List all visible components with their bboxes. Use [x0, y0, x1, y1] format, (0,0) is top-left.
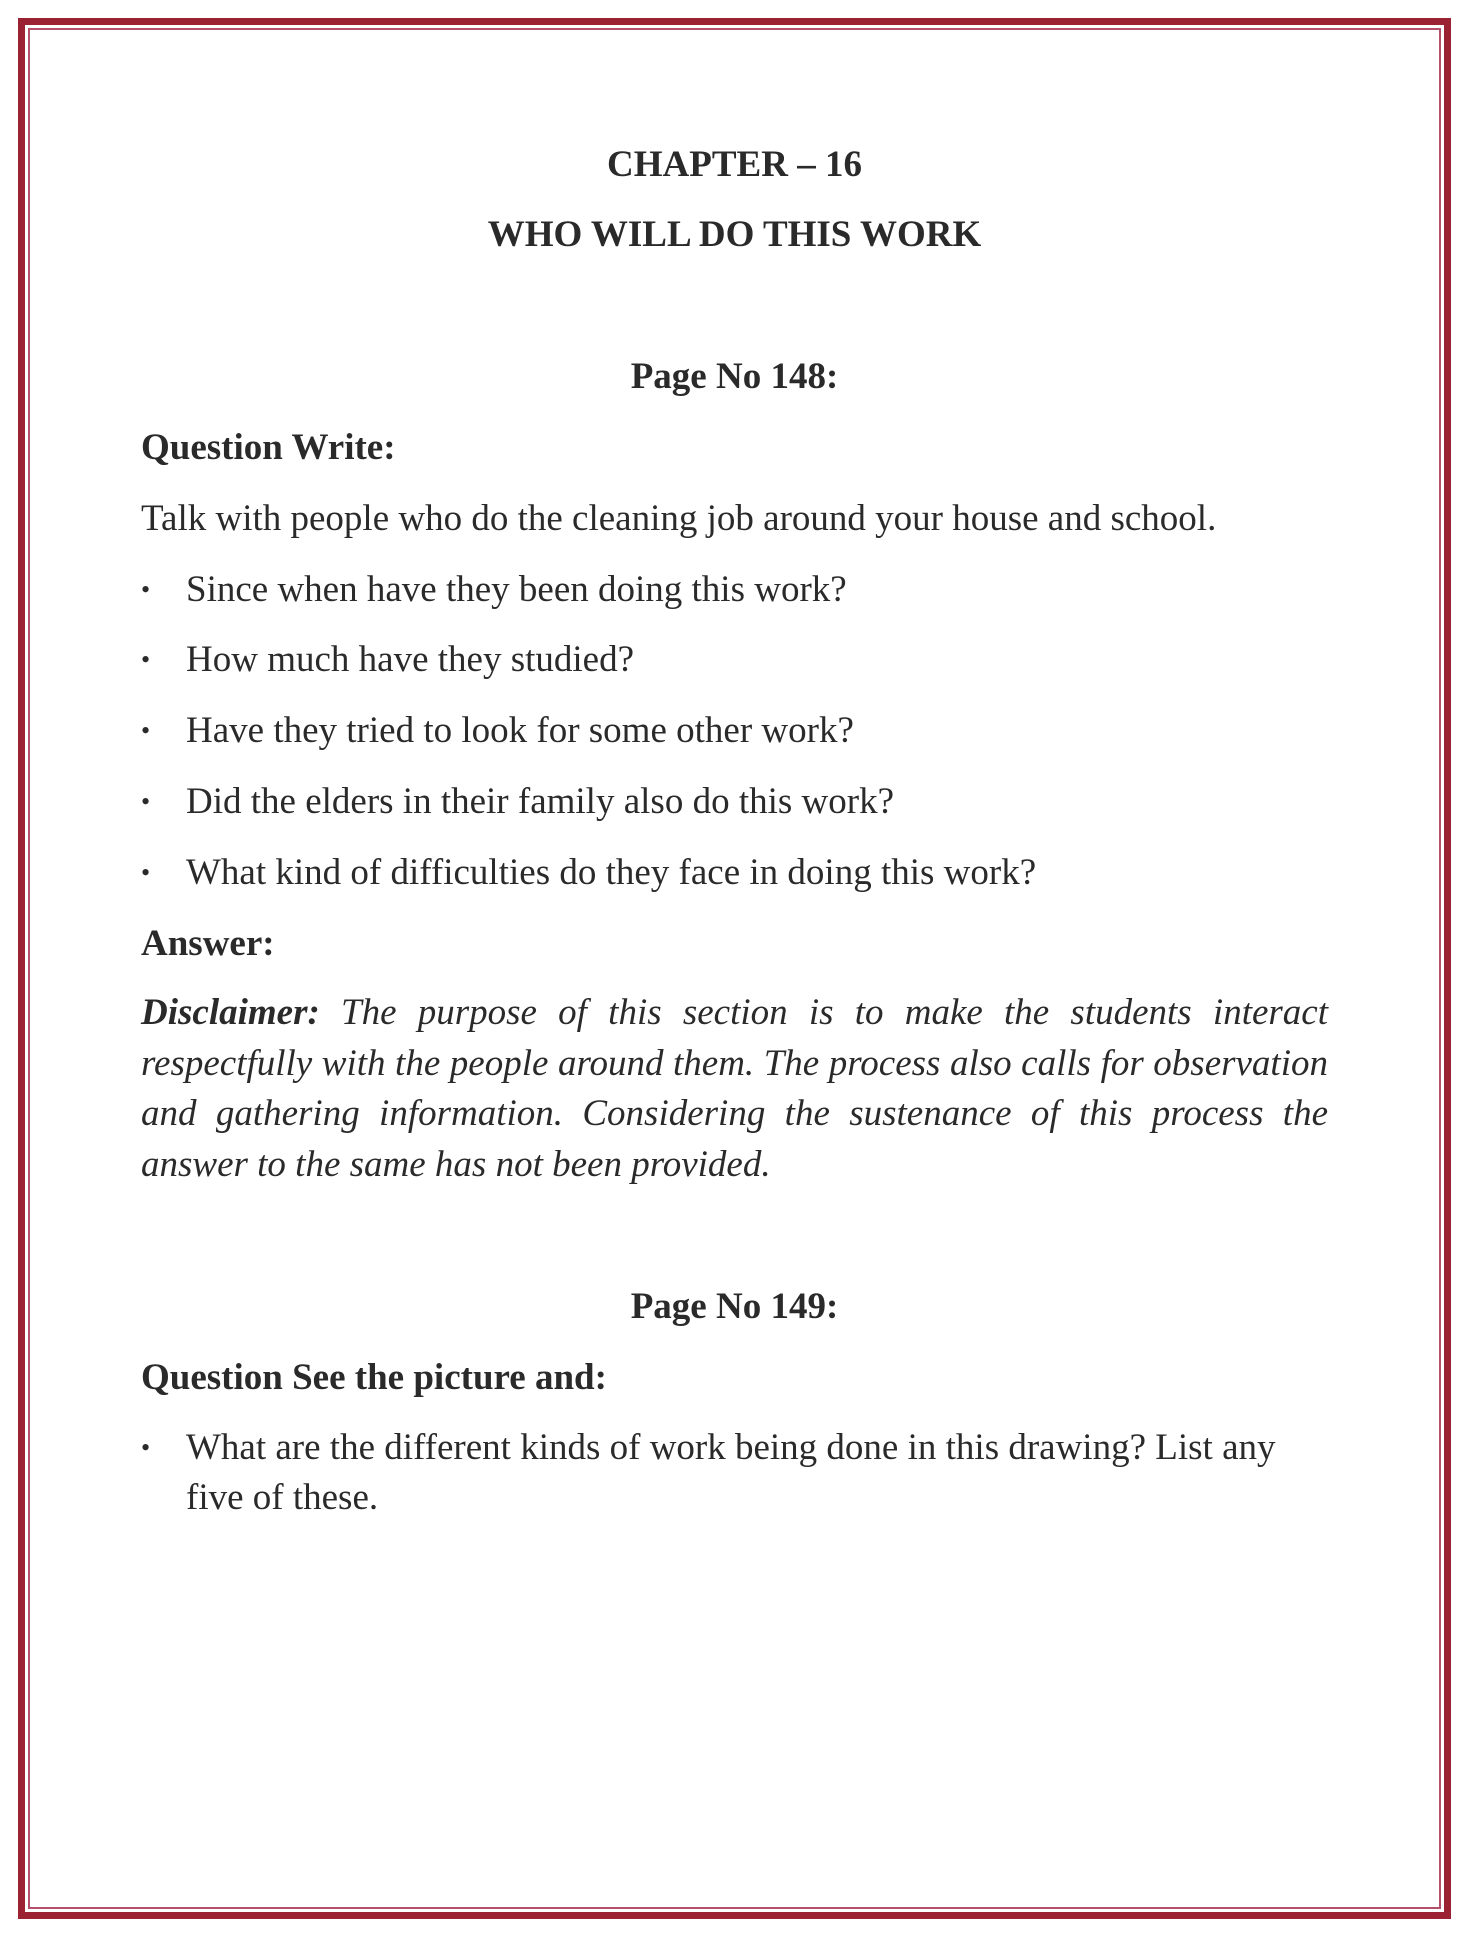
bullet-icon: • [141, 716, 151, 745]
chapter-title: WHO WILL DO THIS WORK [487, 214, 982, 255]
chapter-heading: CHAPTER – 16 [607, 144, 862, 185]
disclaimer-text: The purpose of this section is to make the students interact respectfully with the people around them. The process also calls for observation and gathering information. Considering the sustenance of this process the answer to the same has not been provided. [141, 992, 1328, 1185]
question-label: Question Write: [141, 427, 396, 468]
list-item: What are the different kinds of work being done in this drawing? List any five of these. [186, 1427, 1276, 1518]
bullet-icon: • [141, 575, 151, 604]
disclaimer-paragraph [141, 988, 1328, 1190]
answer-label: Answer: [141, 923, 275, 964]
bullet-icon: • [141, 1433, 151, 1462]
bullet-icon: • [141, 645, 151, 674]
question-intro: Talk with people who do the cleaning job around your house and school. [141, 498, 1217, 539]
bullet-icon: • [141, 787, 151, 816]
page-heading-148: Page No 148: [630, 356, 839, 397]
question-label: Question See the picture and: [141, 1357, 607, 1398]
bullet-icon: • [141, 858, 151, 887]
page-heading-149: Page No 149: [630, 1286, 839, 1327]
disclaimer-label: Disclaimer: [141, 992, 320, 1033]
